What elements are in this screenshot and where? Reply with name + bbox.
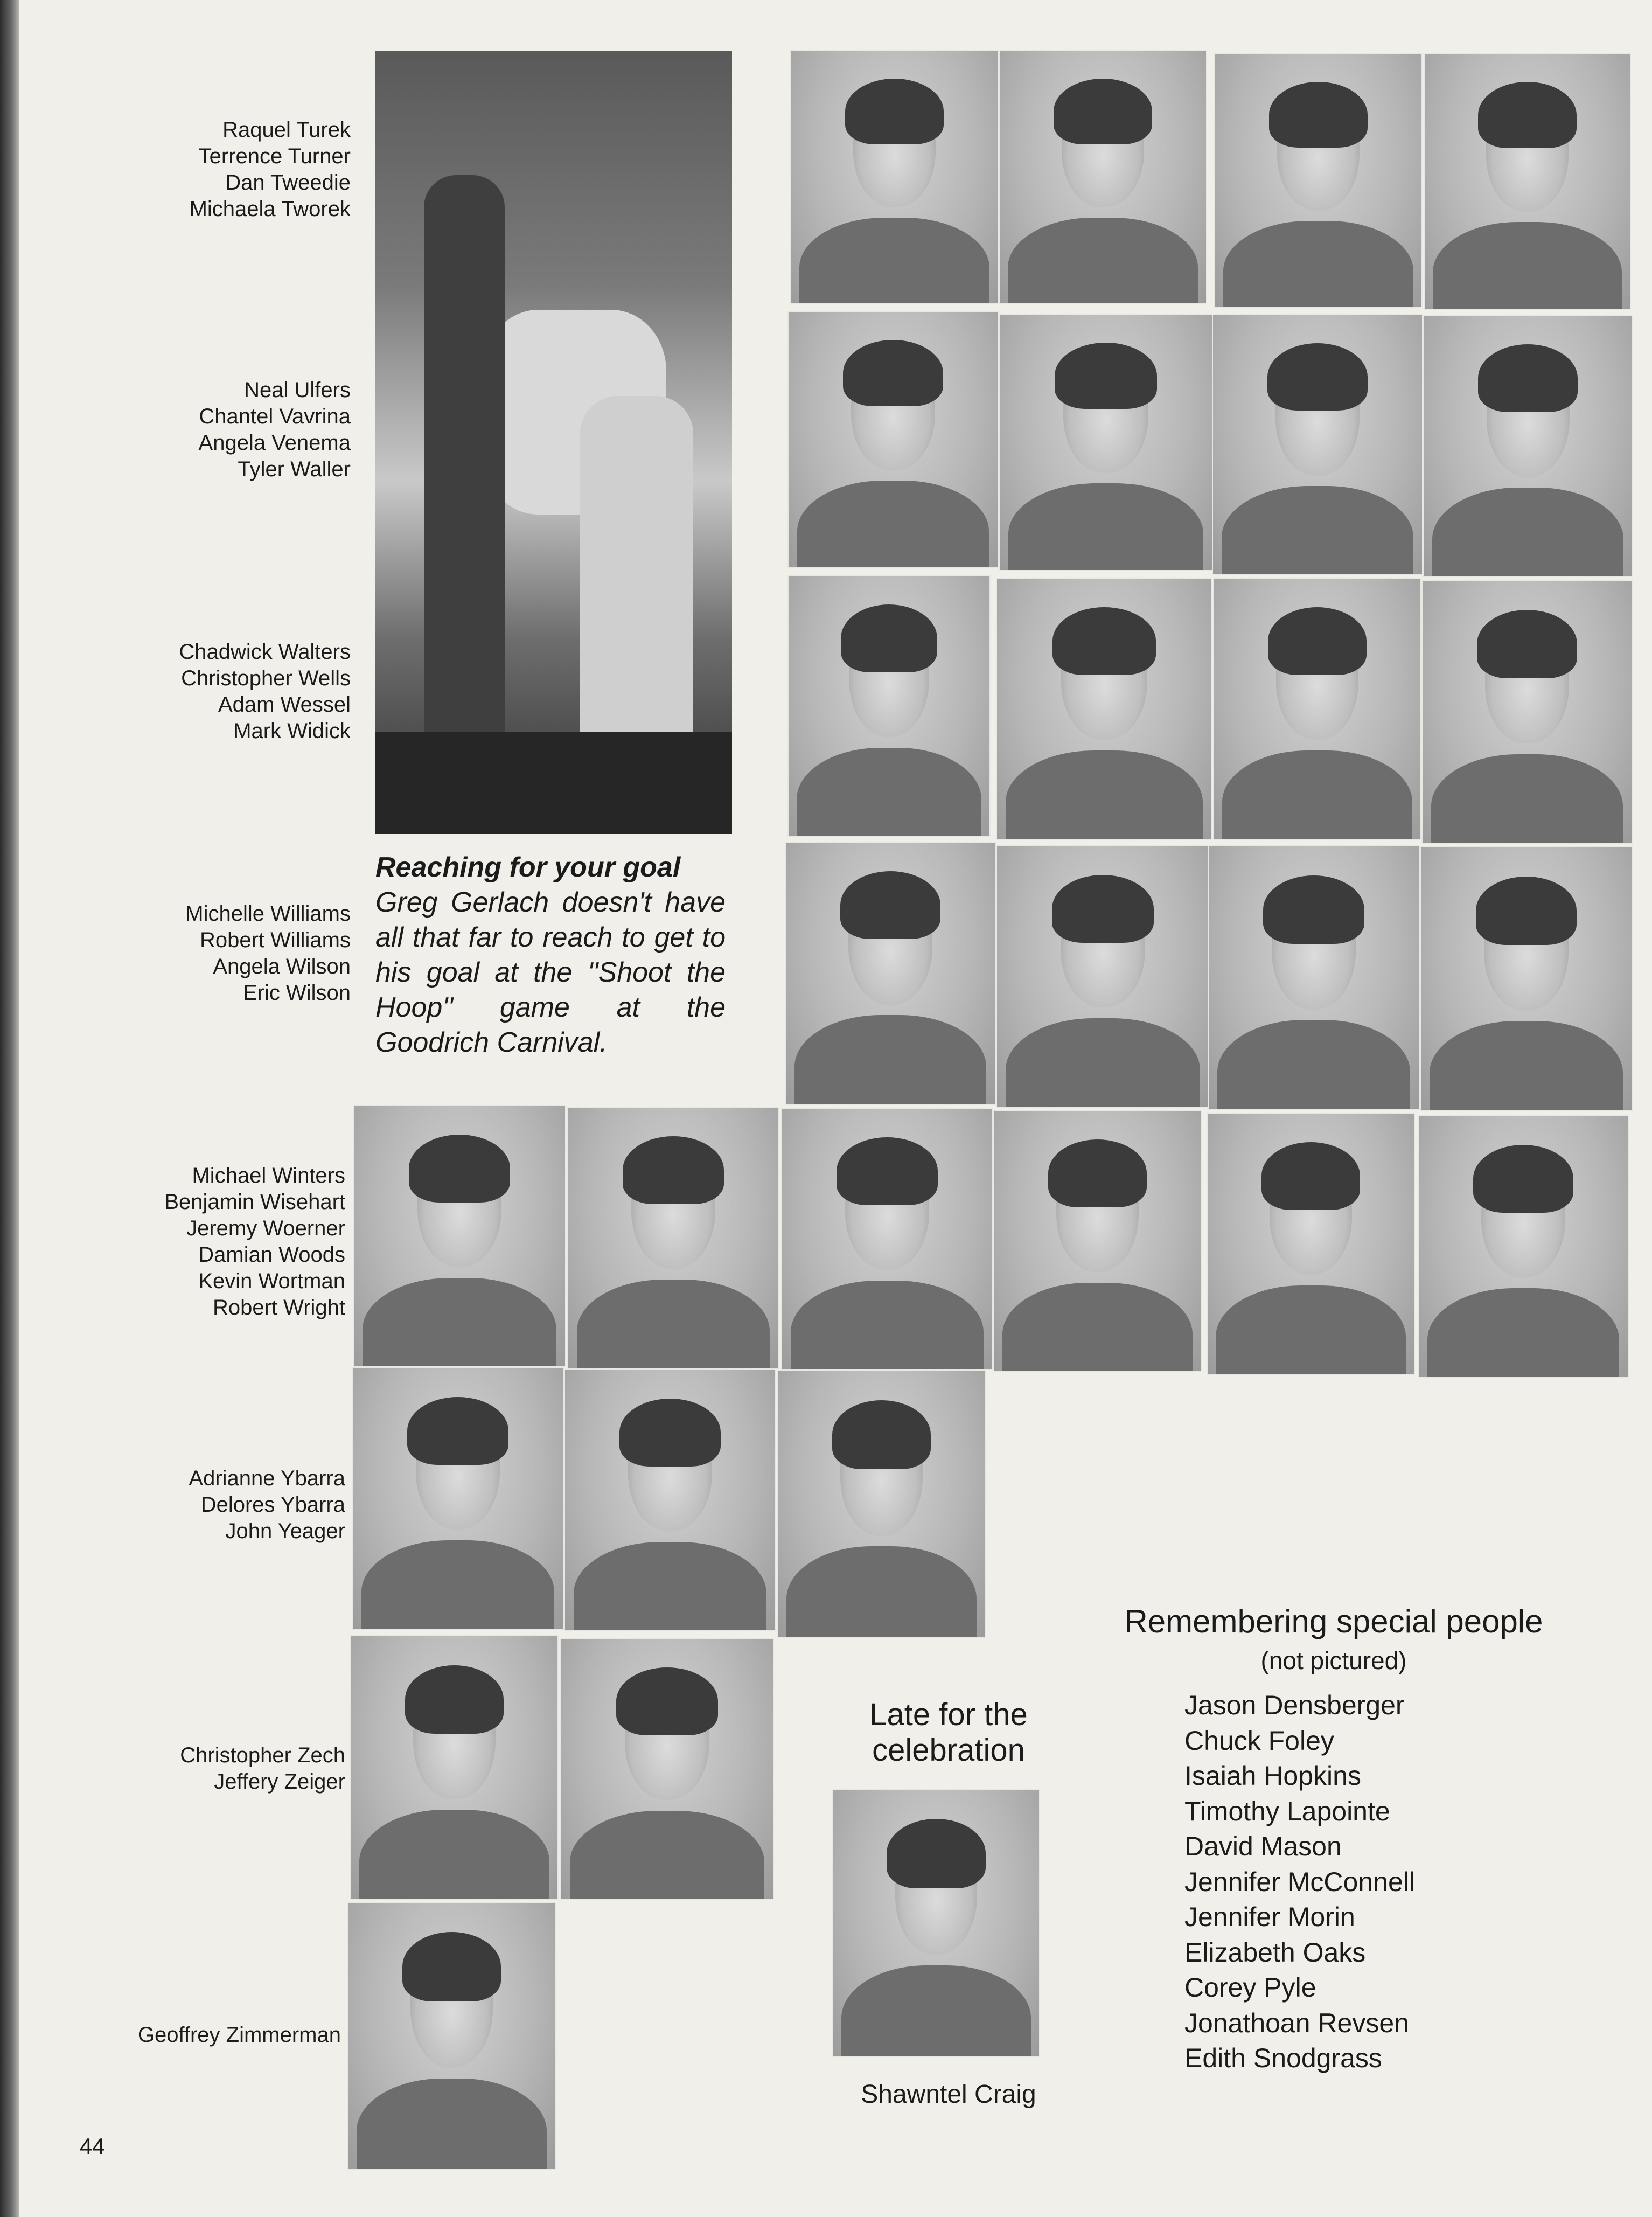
name-list-zimmerman <box>138 2022 341 2048</box>
portrait-photo <box>350 1635 559 1900</box>
book-binding <box>0 0 19 2217</box>
remembered-name: Isaiah Hopkins <box>1184 1761 1361 1791</box>
remembered-name: Jennifer McConnell <box>1184 1866 1415 1897</box>
remembered-name: Corey Pyle <box>1184 1972 1316 2003</box>
remembered-name: Jennifer Morin <box>1184 1902 1355 1932</box>
candid-photo-basketball <box>375 51 732 834</box>
student-name: Mark Widick <box>233 719 351 743</box>
student-name: Raquel Turek <box>222 118 351 142</box>
student-name: Benjamin Wisehart <box>164 1190 345 1214</box>
remembering-title: Remembering special people <box>1124 1603 1543 1639</box>
portrait-photo <box>347 1902 556 2170</box>
student-name: Damian Woods <box>198 1243 345 1267</box>
student-name: Michelle Williams <box>185 902 351 926</box>
photo-caption <box>375 850 726 1060</box>
portrait-photo <box>996 578 1212 840</box>
name-list-williams-wilson <box>185 901 351 1006</box>
portrait-photo <box>564 1369 776 1631</box>
student-name: Neal Ulfers <box>244 378 351 402</box>
portrait-photo-late <box>832 1789 1040 2057</box>
caption-title: Reaching for your goal <box>375 852 681 883</box>
student-name: Geoffrey Zimmerman <box>137 2023 341 2047</box>
student-name: Chantel Vavrina <box>199 405 351 428</box>
student-name: Eric Wilson <box>242 981 351 1005</box>
student-name: Michaela Tworek <box>189 197 351 221</box>
portrait-photo <box>787 311 999 568</box>
student-name: Tyler Waller <box>238 457 351 481</box>
student-name: Michael Winters <box>192 1164 345 1187</box>
remembering-list <box>1184 1688 1415 2076</box>
portrait-photo <box>1214 53 1423 308</box>
portrait-photo <box>785 842 996 1105</box>
portrait-photo <box>999 314 1213 571</box>
portrait-photo <box>996 845 1210 1108</box>
portrait-photo <box>993 1110 1202 1372</box>
portrait-photo <box>787 575 991 837</box>
student-name: Chadwick Walters <box>179 640 351 664</box>
portrait-photo <box>1418 1115 1629 1378</box>
student-name: Angela Venema <box>198 431 351 455</box>
student-name: Angela Wilson <box>213 955 351 978</box>
student-name: Delores Ybarra <box>200 1493 345 1517</box>
portrait-photo <box>1207 1113 1415 1375</box>
portrait-photo <box>781 1108 993 1370</box>
portrait-photo <box>999 50 1207 304</box>
name-list-walters-widick <box>179 639 351 745</box>
name-list-turek-tworek <box>190 117 351 223</box>
page-number: 44 <box>80 2133 105 2159</box>
student-name: Robert Williams <box>199 928 351 952</box>
portrait-photo <box>1213 578 1421 840</box>
name-list-ybarra-yeager <box>189 1465 345 1545</box>
student-name: Dan Tweedie <box>225 171 351 194</box>
student-name: Christopher Zech <box>180 1743 345 1767</box>
remembered-name: Jason Densberger <box>1184 1690 1405 1720</box>
student-name: Jeffery Zeiger <box>214 1770 345 1794</box>
remembered-name: Jonathoan Revsen <box>1184 2007 1409 2038</box>
portrait-photo <box>1423 315 1633 577</box>
late-title-line2: celebration <box>872 1733 1025 1768</box>
late-student-name: Shawntel Craig <box>861 2080 1036 2109</box>
yearbook-page <box>19 0 1652 2217</box>
portrait-photo <box>1420 846 1633 1111</box>
remembered-name: Chuck Foley <box>1184 1725 1334 1756</box>
portrait-photo <box>1421 580 1633 844</box>
student-name: Terrence Turner <box>198 144 351 168</box>
student-name: Jeremy Woerner <box>186 1217 345 1240</box>
portrait-photo <box>567 1107 779 1369</box>
student-name: Adam Wessel <box>218 693 351 717</box>
student-name: Robert Wright <box>212 1296 345 1319</box>
student-name: Christopher Wells <box>181 666 351 690</box>
caption-body: Greg Gerlach doesn't have all that far to reach to get to his goal at the ''Shoot the Hoop'' game at the Goodrich Carnival. <box>375 887 726 1058</box>
remembered-name: Timothy Lapointe <box>1184 1796 1390 1826</box>
name-list-winters-wright <box>164 1163 345 1321</box>
portrait-photo <box>352 1367 564 1630</box>
name-list-zech-zeiger <box>180 1742 345 1795</box>
portrait-photo <box>353 1105 566 1367</box>
portrait-photo <box>1212 314 1423 575</box>
name-list-ulfers-waller <box>199 377 351 483</box>
portrait-photo <box>790 50 999 304</box>
remembered-name: David Mason <box>1184 1831 1342 1861</box>
student-name: John Yeager <box>225 1519 345 1543</box>
remembered-name: Elizabeth Oaks <box>1184 1937 1366 1968</box>
remembered-name: Edith Snodgrass <box>1184 2043 1382 2073</box>
student-name: Kevin Wortman <box>198 1269 345 1293</box>
late-title <box>817 1697 1081 1768</box>
portrait-photo <box>1424 53 1631 310</box>
remembering-subtitle: (not pictured) <box>1260 1646 1407 1674</box>
portrait-photo <box>1208 845 1420 1110</box>
late-title-line1: Late for the <box>869 1697 1028 1732</box>
portrait-photo <box>560 1638 774 1900</box>
student-name: Adrianne Ybarra <box>189 1467 345 1490</box>
portrait-photo <box>777 1370 986 1638</box>
